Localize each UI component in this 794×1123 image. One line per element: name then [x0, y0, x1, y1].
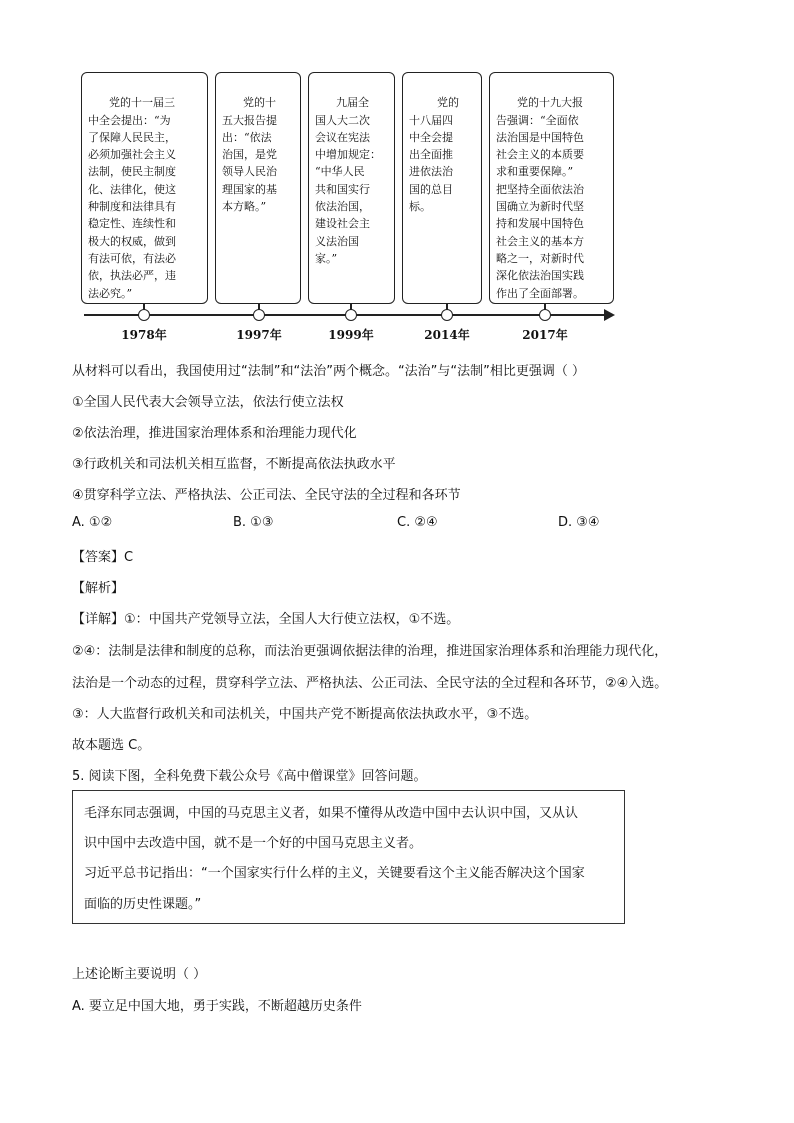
timeline-text-2017: 党的十九大报 告强调：“全面依 法治国是中国特色 社会主义的本质要 求和重要保障。” 把坚持全面依法治 国确立为新时代坚 持和发展中国特色 社会主义的基本方 略之一，对新时代 深化依法治国实践 作出了全面部署。 — [496, 96, 584, 300]
timeline-box-1978 — [81, 72, 208, 304]
analysis-line: 【详解】①：中国共产党领导立法，全国人大行使立法权，①不选。 — [72, 612, 460, 627]
question-stem: 上述论断主要说明（ ） — [72, 967, 207, 982]
option-a: A. ①② — [72, 515, 113, 530]
timeline-dot — [253, 309, 265, 321]
option-a: A. 要立足中国大地，勇于实践，不断超越历史条件 — [72, 999, 362, 1014]
timeline-box-2017 — [489, 72, 614, 304]
arrow-right-icon — [604, 309, 615, 321]
timeline-year: 1978年 — [121, 328, 167, 342]
quote-line: 习近平总书记指出：“一个国家实行什么样的主义，关键要看这个主义能否解决这个国家 — [84, 866, 585, 881]
question-intro: 5. 阅读下图，全科免费下载公众号《高中僧课堂》回答问题。 — [72, 769, 427, 784]
timeline-dot — [539, 309, 551, 321]
timeline-year: 2014年 — [424, 328, 470, 342]
option-d: D. ③④ — [558, 515, 600, 530]
quote-line: 识中国中去改造中国，就不是一个好的中国马克思主义者。 — [84, 836, 423, 851]
question-item: ④贯穿科学立法、严格执法、公正司法、全民守法的全过程和各环节 — [72, 488, 461, 503]
analysis-line: 法治是一个动态的过程，贯穿科学立法、严格执法、公正司法、全民守法的全过程和各环节，②④入选。 — [72, 676, 668, 691]
question-item: ①全国人民代表大会领导立法，依法行使立法权 — [72, 395, 344, 410]
question-item: ②依法治理，推进国家治理体系和治理能力现代化 — [72, 426, 357, 441]
timeline-text-1999: 九届全 国人大二次 会议在宪法 中增加规定： “中华人民 共和国实行 依法治国， 建设社会主 义法治国 家。” — [315, 96, 381, 265]
timeline-year: 1999年 — [328, 328, 374, 342]
analysis-line: ②④：法制是法律和制度的总称，而法治更强调依据法律的治理，推进国家治理体系和治理能力现代化， — [72, 644, 668, 659]
analysis-line: ③：人大监督行政机关和司法机关，中国共产党不断提高依法执政水平，③不选。 — [72, 707, 538, 722]
analysis-line: 故本题选 C。 — [72, 738, 151, 753]
timeline-text-1978: 党的十一届三 中全会提出：“为 了保障人民民主， 必须加强社会主义 法制，使民主制度 化、法律化，使这 种制度和法律具有 稳定性、连续性和 极大的权威，做到 有法可依，有法必 依，执法必严，违 法必究。” — [88, 96, 176, 300]
timeline-year: 1997年 — [236, 328, 282, 342]
timeline-box-1999 — [308, 72, 395, 304]
quote-line: 面临的历史性课题。” — [84, 897, 202, 912]
quote-line: 毛泽东同志强调，中国的马克思主义者，如果不懂得从改造中国中去认识中国，又从认 — [84, 806, 579, 821]
timeline-box-2014 — [402, 72, 482, 304]
timeline-box-1997 — [215, 72, 301, 304]
timeline-dot — [441, 309, 453, 321]
analysis-header: 【解析】 — [72, 581, 125, 596]
question-stem: 从材料可以看出，我国使用过“法制”和“法治”两个概念。“法治”与“法制”相比更强调（ ） — [72, 364, 586, 379]
answer-line: 【答案】C — [72, 550, 134, 565]
timeline-text-2014: 党的 十八届四 中全会提 出全面推 进依法治 国的总目 标。 — [409, 96, 459, 214]
option-c: C. ②④ — [397, 515, 438, 530]
timeline-dot — [138, 309, 150, 321]
timeline-year: 2017年 — [522, 328, 568, 342]
option-b: B. ①③ — [233, 515, 274, 530]
question-item: ③行政机关和司法机关相互监督，不断提高依法执政水平 — [72, 457, 396, 472]
timeline-dot — [345, 309, 357, 321]
timeline-text-1997: 党的十 五大报告提 出：“依法 治国，是党 领导人民治 理国家的基 本方略。” — [222, 96, 277, 214]
